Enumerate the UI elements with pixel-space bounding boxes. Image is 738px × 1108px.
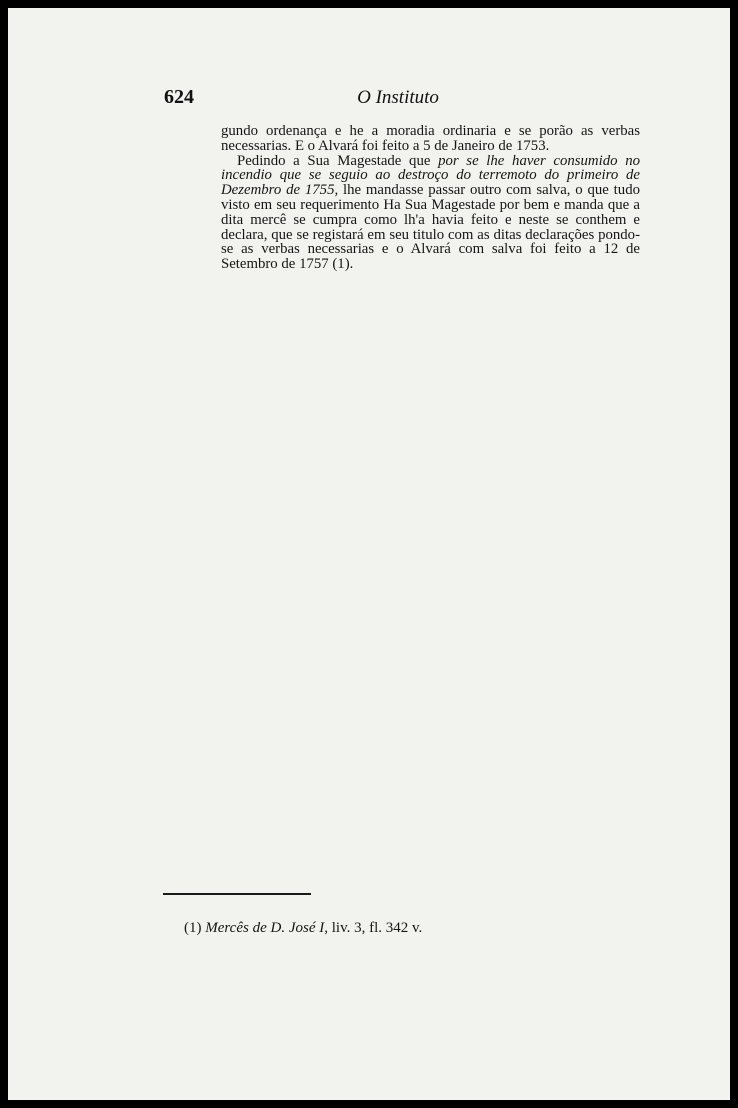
paragraph-2-rest: lhe mandasse passar outro com salva, o que tudo visto em seu requerimento Ha Sua Magestade por bem e manda que a dita mercê se cumpra como lh'a havia feito e neste se conthem e declara, que se registará em seu titulo com as ditas declarações pondo-se as verbas necessarias e o Alvará com salva foi feito a 12 de Setembro de 1757 (1). xyxy=(221,182,640,273)
page-number: 624 xyxy=(164,86,194,108)
paragraph-2-italic: por se lhe haver consumido no incendio que se seguio ao destroço do terremoto do primeiro de Dezembro de 1755, xyxy=(221,152,640,199)
paragraph-2 xyxy=(221,154,640,272)
document-page xyxy=(8,8,730,1100)
footnote-reference: liv. 3, fl. 342 v. xyxy=(327,920,423,936)
page-header xyxy=(8,86,730,112)
paragraph-1-text: gundo ordenança e he a moradia ordinaria e se porão as verbas necessarias. E o Alvará foi feito a 5 de Janeiro de 1753. xyxy=(221,123,640,154)
paragraph-1 xyxy=(221,124,640,154)
footnote-source-title: Mercês de D. José I, xyxy=(205,920,328,936)
footnote xyxy=(184,920,604,937)
running-title: O Instituto xyxy=(357,87,439,108)
body-text xyxy=(221,124,640,272)
paragraph-2-lead: Pedindo a Sua Magestade que xyxy=(237,152,439,169)
footnote-divider xyxy=(163,893,311,895)
footnote-marker: (1) xyxy=(184,920,206,936)
